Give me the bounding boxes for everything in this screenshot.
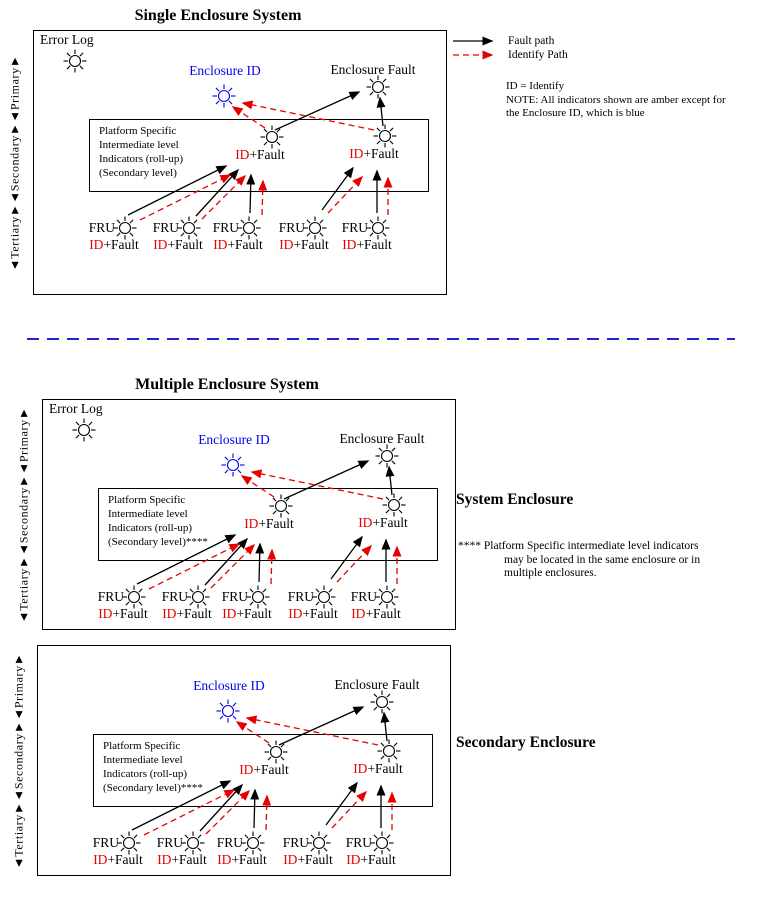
amber-note-line1: NOTE: All indicators shown are amber except for (506, 93, 726, 106)
identify-path-arrow-icon (452, 50, 504, 60)
fru-label: FRU (216, 835, 243, 850)
enclosure-fault-indicator-icon (376, 445, 399, 468)
hierarchy-axis (11, 399, 37, 630)
legend-identify-row (452, 48, 568, 62)
fru-id-fault-label (331, 606, 421, 622)
fru-label: FRU (287, 589, 314, 604)
error-log-indicator-icon (73, 419, 96, 442)
platform-note-line: Indicators (roll-up) (108, 522, 192, 534)
platform-location-note-line3: multiple enclosures. (504, 567, 597, 579)
fault-path-line (279, 707, 363, 745)
platform-note-line: Platform Specific (108, 494, 186, 506)
fru-label: FRU (341, 220, 368, 235)
fault-text: +Fault (302, 606, 338, 621)
id-text: ID (222, 606, 237, 621)
legend-fault-row (452, 34, 568, 48)
error-log-label: Error Log (40, 32, 94, 47)
id-text: ID (213, 237, 228, 252)
identify-path-line (262, 181, 263, 215)
intermediate-right-indicator-icon (378, 740, 401, 763)
fru-label: FRU (278, 220, 305, 235)
intermediate-id-fault-label (338, 761, 418, 777)
id-text: ID (353, 761, 368, 776)
fault-text: +Fault (176, 606, 212, 621)
platform-indicator-note (103, 739, 203, 795)
axis-label: ◄Tertiary►◄Secondary►◄Primary► (11, 652, 26, 869)
fru-id-fault-label (322, 237, 412, 253)
intermediate-id-fault-label (224, 762, 304, 778)
identify-path-line (271, 550, 272, 584)
id-text: ID (162, 606, 177, 621)
platform-note-line: Intermediate level (108, 508, 188, 520)
platform-note-line: (Secondary level)**** (108, 536, 208, 548)
fault-text: +Fault (107, 852, 143, 867)
fault-text: +Fault (227, 237, 263, 252)
fault-path-line (389, 467, 392, 495)
id-text: ID (239, 762, 254, 777)
fru-label: FRU (221, 589, 248, 604)
fru-label: FRU (97, 589, 124, 604)
enclosure-id-indicator-icon (222, 454, 245, 477)
id-identify-note: ID = Identify (506, 80, 565, 92)
fault-text: +Fault (363, 146, 399, 161)
system-enclosure-diagram (16, 376, 456, 630)
single-enclosure-diagram (7, 7, 447, 295)
fault-text: +Fault (249, 147, 285, 162)
platform-note-line: Indicators (roll-up) (99, 153, 183, 165)
fru-label: FRU (156, 835, 183, 850)
enclosure-id-label: Enclosure ID (189, 63, 261, 78)
fru-label: FRU (345, 835, 372, 850)
intermediate-left-indicator-icon (265, 741, 288, 764)
intermediate-right-indicator-icon (383, 494, 406, 517)
fault-path-arrow-icon (452, 36, 504, 46)
fault-text: +Fault (167, 237, 203, 252)
amber-note-line2: the Enclosure ID, which is blue (506, 107, 645, 119)
platform-note-line: Indicators (roll-up) (103, 768, 187, 780)
fru-label: FRU (350, 589, 377, 604)
fru-label: FRU (92, 835, 119, 850)
fault-text: +Fault (103, 237, 139, 252)
system-enclosure-label: System Enclosure (456, 491, 574, 508)
platform-location-note (458, 540, 700, 581)
fault-path-line (380, 98, 383, 126)
id-text: ID (349, 146, 364, 161)
identify-path-line (211, 545, 254, 588)
intermediate-id-fault-label (334, 146, 414, 162)
fault-text: +Fault (253, 762, 289, 777)
platform-note-line: Platform Specific (99, 125, 177, 137)
id-text: ID (351, 606, 366, 621)
enclosure-id-label: Enclosure ID (198, 432, 270, 447)
identify-path-line (242, 476, 274, 497)
enclosure-fault-indicator-icon (371, 691, 394, 714)
identify-path-line (149, 544, 239, 589)
fru-id-fault-label (326, 852, 416, 868)
platform-note-line: Platform Specific (103, 740, 181, 752)
hierarchy-axis (6, 645, 32, 876)
fru-label: FRU (282, 835, 309, 850)
secondary-enclosure-label: Secondary Enclosure (456, 734, 596, 751)
fault-path-line (250, 175, 251, 213)
legend (452, 34, 568, 62)
id-text: ID (93, 852, 108, 867)
enclosure-id-indicator-icon (217, 700, 240, 723)
fault-text: +Fault (360, 852, 396, 867)
identify-path-line (233, 107, 265, 128)
id-text: ID (283, 852, 298, 867)
id-text: ID (235, 147, 250, 162)
identify-path-line (266, 796, 267, 830)
identify-path-line (144, 790, 234, 835)
enclosure-id-indicator-icon (213, 85, 236, 108)
platform-note-line: Intermediate level (99, 139, 179, 151)
id-text: ID (288, 606, 303, 621)
fault-text: +Fault (297, 852, 333, 867)
error-log-indicator-icon (64, 50, 87, 73)
fault-path-line (254, 790, 255, 828)
fru-label: FRU (212, 220, 239, 235)
platform-note-line: (Secondary level)**** (103, 782, 203, 794)
axis-label: ◄Tertiary►◄Secondary►◄Primary► (7, 54, 22, 271)
id-text: ID (358, 515, 373, 530)
id-text: ID (342, 237, 357, 252)
identify-path-line (202, 176, 245, 219)
intermediate-right-indicator-icon (374, 125, 397, 148)
secondary-enclosure-diagram (11, 645, 451, 876)
id-text: ID (217, 852, 232, 867)
fault-text: +Fault (231, 852, 267, 867)
fault-text: +Fault (258, 516, 294, 531)
id-text: ID (157, 852, 172, 867)
fault-path-line (196, 170, 238, 216)
enclosure-fault-label: Enclosure Fault (334, 677, 420, 692)
id-text: ID (244, 516, 259, 531)
identify-path-line (206, 791, 249, 834)
platform-location-note-line2: may be located in the same enclosure or in (504, 553, 701, 566)
fault-path-line (200, 785, 242, 831)
axis-label: ◄Tertiary►◄Secondary►◄Primary► (16, 406, 31, 623)
enclosure-fault-label: Enclosure Fault (330, 62, 416, 77)
fru-label: FRU (161, 589, 188, 604)
identify-path-line (140, 175, 230, 220)
fault-path-line (384, 713, 387, 741)
platform-location-note-line1: **** Platform Specific intermediate level indicators (458, 540, 699, 552)
enclosure-fault-label: Enclosure Fault (339, 431, 425, 446)
fault-text: +Fault (356, 237, 392, 252)
intermediate-left-indicator-icon (261, 126, 284, 149)
legend-notes (506, 80, 726, 121)
id-text: ID (89, 237, 104, 252)
identify-path-line (237, 722, 269, 743)
single-enclosure-title: Single Enclosure System (134, 7, 302, 24)
enclosure-fault-indicator-icon (367, 76, 390, 99)
platform-note-line: Intermediate level (103, 754, 183, 766)
fault-path-line (205, 539, 247, 585)
fault-path-line (275, 92, 359, 130)
fault-path-line (284, 461, 368, 499)
intermediate-id-fault-label (343, 515, 423, 531)
intermediate-left-indicator-icon (270, 495, 293, 518)
platform-indicator-note (108, 493, 208, 549)
fault-text: +Fault (293, 237, 329, 252)
fault-text: +Fault (236, 606, 272, 621)
enclosure-id-label: Enclosure ID (193, 678, 265, 693)
legend-fault-path-label: Fault path (508, 35, 555, 47)
platform-indicator-note (99, 124, 183, 180)
platform-note-line: (Secondary level) (99, 167, 177, 179)
section-divider (27, 338, 735, 340)
fault-text: +Fault (171, 852, 207, 867)
fru-label: FRU (88, 220, 115, 235)
intermediate-id-fault-label (229, 516, 309, 532)
id-text: ID (279, 237, 294, 252)
id-text: ID (153, 237, 168, 252)
multiple-enclosure-title: Multiple Enclosure System (135, 376, 319, 393)
hierarchy-axis (2, 30, 28, 295)
fault-text: +Fault (365, 606, 401, 621)
fru-label: FRU (152, 220, 179, 235)
fault-text: +Fault (372, 515, 408, 530)
error-log-label: Error Log (49, 401, 103, 416)
legend-identify-path-label: Identify Path (508, 49, 568, 61)
intermediate-id-fault-label (220, 147, 300, 163)
fault-text: +Fault (367, 761, 403, 776)
fault-path-line (259, 544, 260, 582)
fault-text: +Fault (112, 606, 148, 621)
id-text: ID (346, 852, 361, 867)
id-text: ID (98, 606, 113, 621)
